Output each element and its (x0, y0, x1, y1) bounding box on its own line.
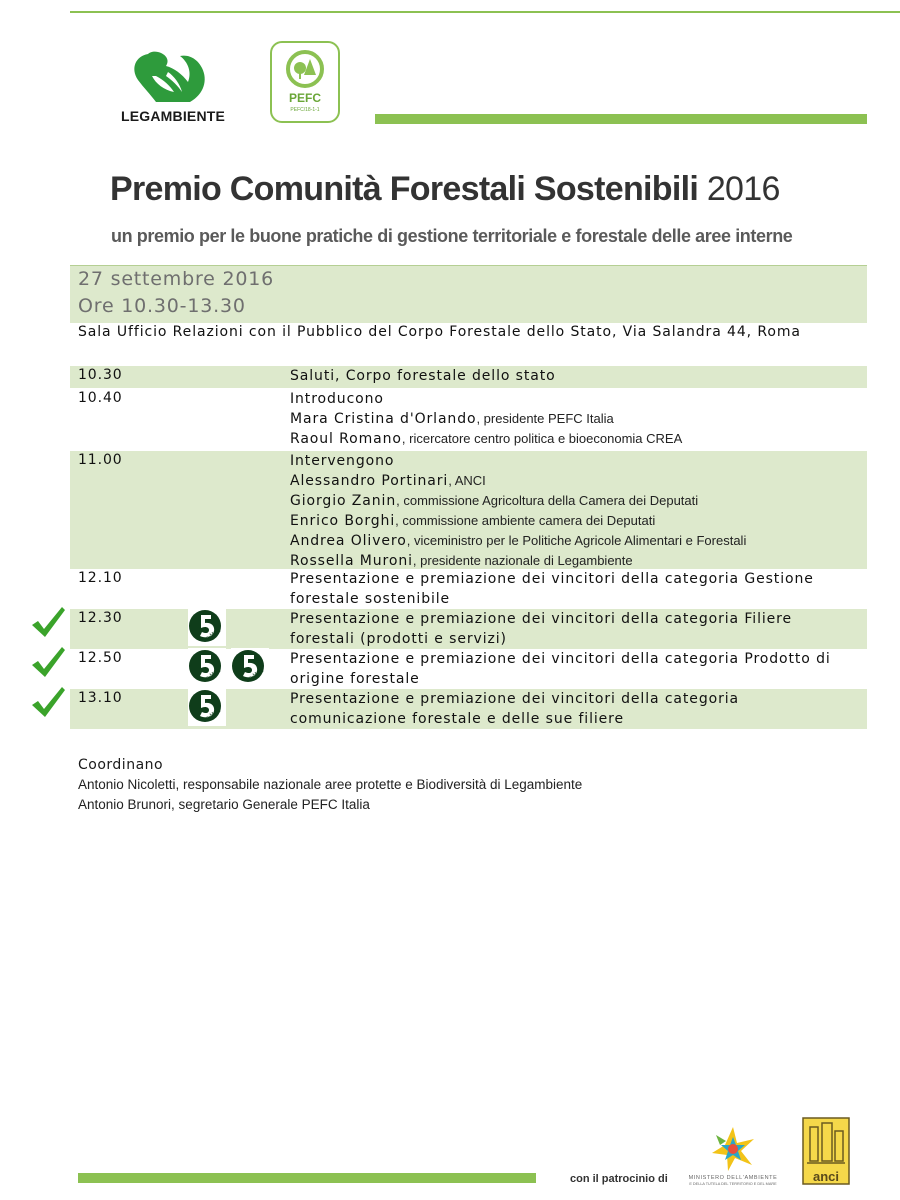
award-badge-icon (188, 608, 226, 646)
pefc-logo (270, 41, 340, 123)
ministry-logo (688, 1125, 778, 1193)
event-venue: Sala Ufficio Relazioni con il Pubblico del Corpo Forestale dello Stato, Via Salandra 44, Roma (78, 324, 801, 340)
tree-circle-icon (284, 49, 326, 89)
program-time: 12.50 (78, 650, 123, 666)
checkmark-icon (30, 685, 66, 719)
coordinator-line: Antonio Brunori, segretario Generale PEFC Italia (78, 797, 370, 812)
program-line-name: Alessandro Portinari (290, 473, 449, 489)
program-line-name: Presentazione e premiazione dei vincitori della categoria Prodotto di (290, 651, 831, 667)
program-description (290, 689, 865, 729)
page-subtitle: un premio per le buone pratiche di gestione territoriale e forestale delle aree interne (111, 226, 793, 246)
program-line (290, 629, 865, 649)
legambiente-logo (108, 46, 238, 126)
program-line-name: Mara Cristina d'Orlando (290, 411, 477, 427)
anci-logo (802, 1117, 850, 1185)
program-time: 10.40 (78, 390, 123, 406)
pefc-logo-text: PEFC (288, 91, 321, 105)
program-time: 13.10 (78, 690, 123, 706)
program-line (290, 409, 865, 429)
program-time: 12.10 (78, 570, 123, 586)
program-line (290, 451, 865, 471)
program-line-name: Andrea Olivero (290, 533, 407, 549)
program-line (290, 569, 865, 589)
program-line (290, 471, 865, 491)
program-line-name: Presentazione e premiazione dei vincitori della categoria Gestione (290, 571, 814, 587)
patrocinio-label: con il patrocinio di (570, 1173, 668, 1185)
program-line-name: Rossella Muroni (290, 553, 413, 569)
program-line-name: Saluti, Corpo forestale dello stato (290, 368, 556, 384)
event-hours: Ore 10.30-13.30 (78, 295, 246, 317)
header-green-bar (375, 114, 867, 124)
program-line-role: , ricercatore centro politica e bioeconomia CREA (401, 431, 683, 446)
program-line-name: forestale sostenibile (290, 591, 451, 607)
top-rule (70, 11, 900, 13)
badge-text: to-Many (204, 666, 223, 682)
program-line-role: , viceministro per le Politiche Agricole Alimentari e Forestali (406, 533, 747, 548)
award-badge-icon (188, 648, 226, 686)
program-line-role: , presidente PEFC Italia (476, 411, 614, 426)
date-band (70, 265, 867, 323)
star-flower-icon (708, 1125, 758, 1173)
program-line-name: Presentazione e premiazione dei vincitori della categoria Filiere (290, 611, 793, 627)
program-row (70, 366, 867, 388)
program-description (290, 609, 865, 649)
program-line-name: Enrico Borghi (290, 513, 396, 529)
swan-icon (108, 46, 238, 108)
program-time: 12.30 (78, 610, 123, 626)
program-line-name: Introducono (290, 391, 384, 407)
legambiente-logo-text: LEGAMBIENTE (120, 108, 226, 124)
anci-text: anci (812, 1169, 839, 1184)
badge-text: to-Many (247, 666, 266, 682)
program-row (70, 451, 867, 569)
page-title (110, 170, 780, 209)
program-description (290, 451, 865, 571)
ministry-name: MINISTERO DELL'AMBIENTE (688, 1175, 778, 1181)
program-time: 11.00 (78, 452, 123, 468)
program-line-name: origine forestale (290, 671, 420, 687)
program-line (290, 511, 865, 531)
badge-text: to-Many (204, 706, 223, 722)
badge-text: to-Many (204, 626, 223, 642)
program-line-name: Raoul Romano (290, 431, 402, 447)
program-line-role: , commissione Agricoltura della Camera dei Deputati (396, 493, 699, 508)
program-row (70, 569, 867, 609)
checkmark-icon (30, 645, 66, 679)
title-main: Premio Comunità Forestali Sostenibili (110, 170, 699, 208)
program-line (290, 589, 865, 609)
program-row (70, 389, 867, 449)
award-badge-icon (231, 648, 269, 686)
program-line-name: forestali (prodotti e servizi) (290, 631, 507, 647)
program-line (290, 389, 865, 409)
program-line-name: Intervengono (290, 453, 395, 469)
program-description (290, 649, 865, 689)
event-date: 27 settembre 2016 (78, 268, 275, 290)
program-line-role: , commissione ambiente camera dei Deputati (395, 513, 656, 528)
title-year: 2016 (706, 170, 780, 208)
program-line (290, 366, 865, 386)
program-line (290, 709, 865, 729)
program-line-name: Presentazione e premiazione dei vincitori della categoria (290, 691, 739, 707)
program-line (290, 689, 865, 709)
program-line (290, 531, 865, 551)
coordinator-line: Antonio Nicoletti, responsabile nazionale aree protette e Biodiversità di Legambiente (78, 777, 583, 792)
program-line-role: , ANCI (448, 473, 486, 488)
pefc-logo-code: PEFC/18-1-1 (290, 107, 320, 113)
ministry-subname: E DELLA TUTELA DEL TERRITORIO E DEL MARE (689, 1182, 777, 1186)
program-line (290, 551, 865, 571)
program-line-name: Giorgio Zanin (290, 493, 397, 509)
program-time: 10.30 (78, 367, 123, 383)
program-description (290, 389, 865, 449)
program-line (290, 429, 865, 449)
program-line (290, 649, 865, 669)
checkmark-icon (30, 605, 66, 639)
award-badge-icon (188, 688, 226, 726)
program-description (290, 569, 865, 609)
program-line (290, 491, 865, 511)
program-line (290, 669, 865, 689)
coordinators-section (78, 755, 582, 815)
footer-green-bar (78, 1173, 536, 1183)
program-line-role: , presidente nazionale di Legambiente (412, 553, 633, 568)
program-line (290, 609, 865, 629)
program-description (290, 366, 865, 386)
coordinators-heading: Coordinano (78, 757, 164, 773)
program-line-name: comunicazione forestale e delle sue filiere (290, 711, 625, 727)
